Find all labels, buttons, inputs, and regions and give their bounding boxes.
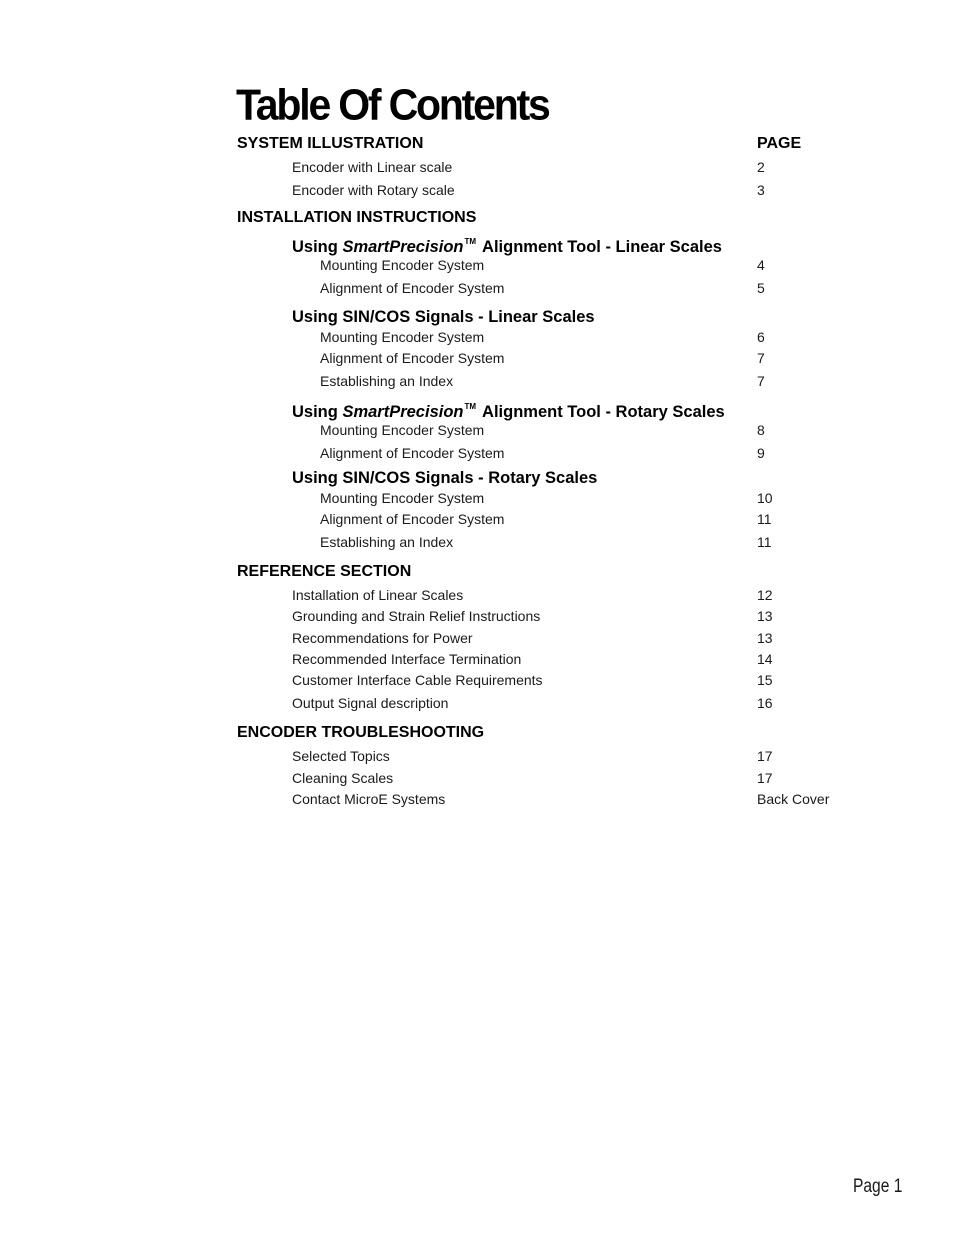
- trademark-mark: TM: [464, 237, 477, 246]
- toc-entry-label[interactable]: Installation of Linear Scales: [292, 587, 464, 603]
- toc-entry-label[interactable]: Output Signal description: [292, 695, 449, 711]
- toc-entry-page[interactable]: 13: [757, 608, 773, 624]
- toc-entry-label[interactable]: Alignment of Encoder System: [320, 511, 505, 527]
- page-column-header: PAGE: [757, 135, 802, 152]
- toc-entry-page[interactable]: 17: [757, 770, 773, 786]
- section-heading-installation: INSTALLATION INSTRUCTIONS: [237, 209, 477, 226]
- section-heading-reference: REFERENCE SECTION: [237, 563, 412, 580]
- toc-entry-label[interactable]: Cleaning Scales: [292, 770, 394, 786]
- toc-entry-page[interactable]: 5: [757, 280, 765, 296]
- subsection-prefix: Using: [292, 238, 338, 256]
- trademark-mark: TM: [464, 402, 477, 411]
- toc-entry-label[interactable]: Recommendations for Power: [292, 630, 473, 646]
- brand-name: SmartPrecision: [342, 238, 464, 256]
- subsection-heading-smartprecision-rotary: [292, 402, 725, 422]
- subsection-heading-smartprecision-linear: [292, 237, 722, 257]
- toc-entry-label[interactable]: Mounting Encoder System: [320, 490, 485, 506]
- toc-entry-page[interactable]: 6: [757, 329, 765, 345]
- toc-entry-label[interactable]: Alignment of Encoder System: [320, 445, 505, 461]
- toc-entry-label[interactable]: Mounting Encoder System: [320, 329, 485, 345]
- toc-entry-label[interactable]: Alignment of Encoder System: [320, 280, 505, 296]
- subsection-rest: Alignment Tool - Linear Scales: [482, 238, 722, 256]
- toc-entry-label[interactable]: Grounding and Strain Relief Instructions: [292, 608, 541, 624]
- subsection-heading-sincos-linear: Using SIN/COS Signals - Linear Scales: [292, 308, 595, 326]
- subsection-prefix: Using: [292, 403, 338, 421]
- toc-entry-label[interactable]: Mounting Encoder System: [320, 257, 485, 273]
- toc-entry-page[interactable]: 3: [757, 182, 765, 198]
- toc-entry-page[interactable]: 14: [757, 651, 773, 667]
- toc-entry-page[interactable]: 7: [757, 373, 765, 389]
- brand-name: SmartPrecision: [342, 403, 464, 421]
- toc-entry-label[interactable]: Customer Interface Cable Requirements: [292, 672, 543, 688]
- toc-entry-label[interactable]: Encoder with Rotary scale: [292, 182, 455, 198]
- toc-entry-page[interactable]: 11: [757, 534, 772, 550]
- toc-entry-page[interactable]: 12: [757, 587, 773, 603]
- page-number: Page 1: [853, 1176, 903, 1197]
- toc-entry-page[interactable]: Back Cover: [757, 791, 830, 807]
- toc-entry-page[interactable]: 2: [757, 159, 765, 175]
- toc-entry-page[interactable]: 9: [757, 445, 765, 461]
- toc-entry-label[interactable]: Mounting Encoder System: [320, 422, 485, 438]
- subsection-heading-sincos-rotary: Using SIN/COS Signals - Rotary Scales: [292, 469, 598, 487]
- toc-entry-label[interactable]: Selected Topics: [292, 748, 390, 764]
- section-heading-troubleshooting: ENCODER TROUBLESHOOTING: [237, 724, 485, 741]
- toc-entry-label[interactable]: Establishing an Index: [320, 373, 454, 389]
- toc-entry-page[interactable]: 15: [757, 672, 773, 688]
- subsection-rest: Alignment Tool - Rotary Scales: [482, 403, 725, 421]
- toc-entry-page[interactable]: 11: [757, 511, 772, 527]
- section-heading-system-illustration: SYSTEM ILLUSTRATION: [237, 135, 424, 152]
- toc-entry-label[interactable]: Alignment of Encoder System: [320, 350, 505, 366]
- toc-entry-page[interactable]: 8: [757, 422, 765, 438]
- toc-entry-page[interactable]: 16: [757, 695, 773, 711]
- toc-entry-label[interactable]: Contact MicroE Systems: [292, 791, 446, 807]
- toc-entry-page[interactable]: 10: [757, 490, 773, 506]
- toc-entry-page[interactable]: 4: [757, 257, 765, 273]
- toc-entry-label[interactable]: Encoder with Linear scale: [292, 159, 453, 175]
- toc-entry-label[interactable]: Recommended Interface Termination: [292, 651, 522, 667]
- toc-entry-page[interactable]: 7: [757, 350, 765, 366]
- page-title: Table Of Contents: [236, 80, 549, 130]
- toc-entry-page[interactable]: 17: [757, 748, 773, 764]
- toc-entry-page[interactable]: 13: [757, 630, 773, 646]
- toc-entry-label[interactable]: Establishing an Index: [320, 534, 454, 550]
